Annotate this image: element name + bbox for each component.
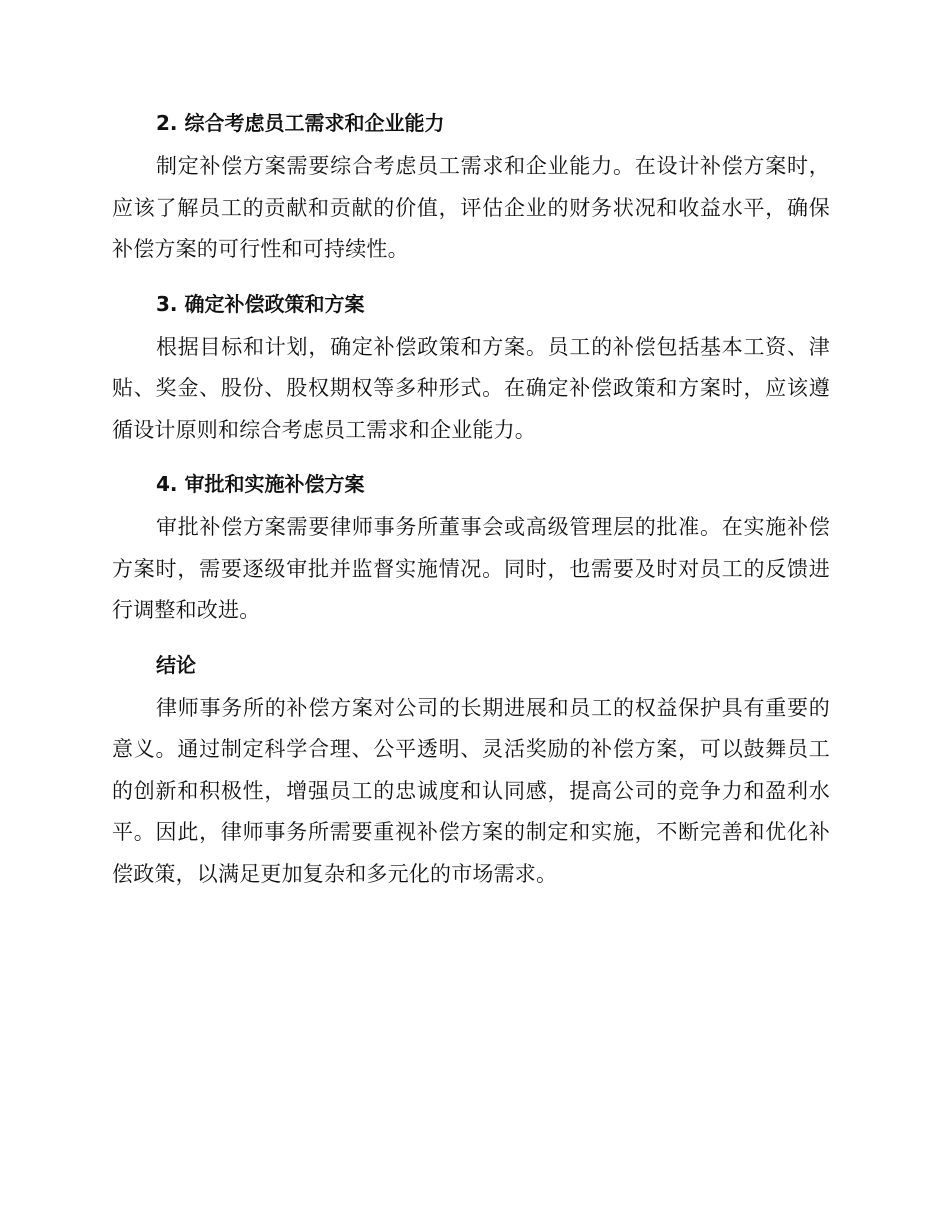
- section-approval: [112, 469, 830, 632]
- section-consider-needs: [112, 108, 830, 271]
- section-paragraph: 制定补偿方案需要综合考虑员工需求和企业能力。在设计补偿方案时，应该了解员工的贡献和贡献的价值，评估企业的财务状况和收益水平，确保补偿方案的可行性和可持续性。: [112, 154, 830, 261]
- section-heading: 4. 审批和实施补偿方案: [156, 472, 365, 496]
- section-heading: 结论: [156, 652, 196, 677]
- section-paragraph: 根据目标和计划，确定补偿政策和方案。员工的补偿包括基本工资、津贴、奖金、股份、股权期权等多种形式。在确定补偿政策和方案时，应该遵循设计原则和综合考虑员工需求和企业能力。: [112, 334, 830, 442]
- section-heading: 3. 确定补偿政策和方案: [156, 291, 365, 316]
- section-conclusion: [112, 650, 830, 896]
- section-heading: 2. 综合考虑员工需求和企业能力: [156, 111, 445, 135]
- section-paragraph: 审批补偿方案需要律师事务所董事会或高级管理层的批准。在实施补偿方案时，需要逐级审批并监督实施情况。同时，也需要及时对员工的反馈进行调整和改进。: [112, 515, 830, 622]
- document-page: [112, 108, 830, 913]
- section-paragraph: 律师事务所的补偿方案对公司的长期进展和员工的权益保护具有重要的意义。通过制定科学合理、公平透明、灵活奖励的补偿方案，可以鼓舞员工的创新和积极性，增强员工的忠诚度和认同感，提高公司的竞争力和盈利水平。因此，律师事务所需要重视补偿方案的制定和实施，不断完善和优化补偿政策，以满足更加复杂和多元化的市场需求。: [112, 695, 830, 886]
- section-policy: [112, 289, 830, 452]
